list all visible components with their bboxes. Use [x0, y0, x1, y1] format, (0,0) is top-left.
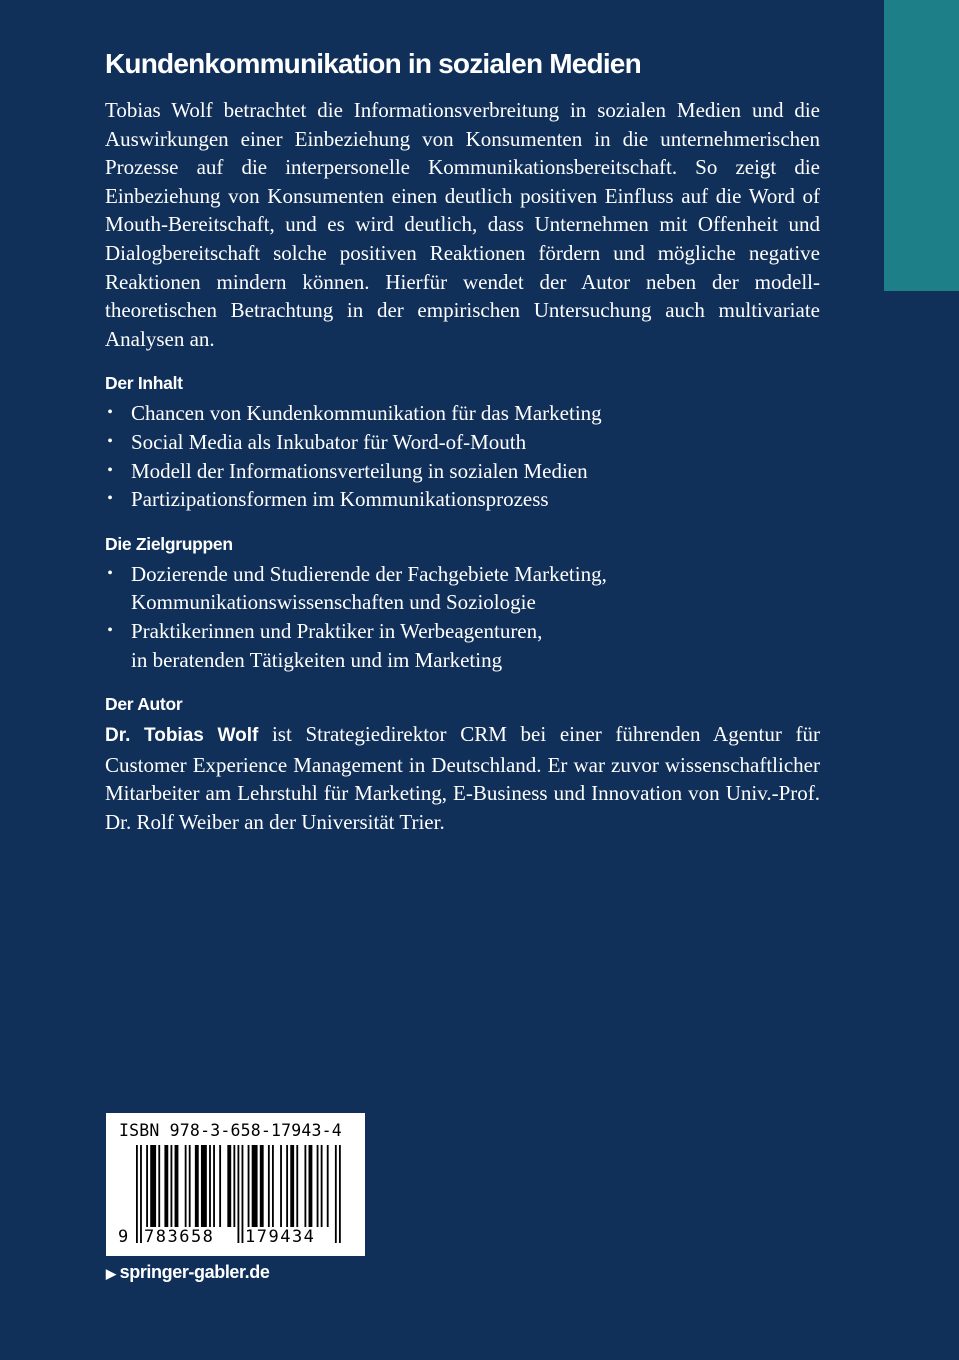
publisher-link[interactable]: ▶ springer-gabler.de: [106, 1262, 270, 1282]
section-heading-inhalt: Der Inhalt: [105, 373, 183, 394]
bullet-icon: •: [107, 461, 113, 479]
list-item: • Partizipationsformen im Kommunikationsprozess: [105, 485, 820, 514]
barcode-bar: [321, 1145, 323, 1227]
list-item: • Praktikerinnen und Praktiker in Werbeagenturen, in beratenden Tätigkeiten und im Marketing: [105, 617, 820, 674]
author-paragraph: [105, 720, 820, 836]
barcode-bar: [195, 1145, 199, 1227]
barcode-bar: [237, 1145, 239, 1243]
list-item: • Chancen von Kundenkommunikation für das Marketing: [105, 399, 820, 428]
barcode-bar: [296, 1145, 298, 1227]
book-title: Kundenkommunikation in sozialen Medien: [105, 48, 641, 79]
zielgruppen-list: [105, 560, 820, 674]
barcode-bar: [146, 1145, 148, 1227]
barcode-bar: [327, 1145, 329, 1227]
author-name: Dr. Tobias Wolf: [105, 725, 259, 747]
list-item: • Dozierende und Studierende der Fachgebiete Marketing, Kommunikationswissenschaften und Soziologie: [105, 560, 820, 617]
barcode-bar: [227, 1145, 231, 1227]
barcode-bar: [290, 1145, 294, 1227]
barcode-bar: [260, 1145, 264, 1227]
barcode-bar: [164, 1145, 168, 1227]
barcode-bar: [136, 1145, 138, 1243]
back-cover-content: [105, 40, 820, 836]
barcode-digits-right: 179434: [245, 1227, 316, 1247]
barcode-bar: [185, 1145, 187, 1227]
barcode-bar: [286, 1145, 288, 1227]
list-item: • Modell der Informationsverteilung in sozialen Medien: [105, 457, 820, 486]
barcode-bar: [209, 1145, 211, 1227]
barcode-bar: [175, 1145, 179, 1227]
bullet-icon: •: [107, 621, 113, 639]
barcode-bar: [317, 1145, 319, 1227]
author-bio: ist Strategiedirektor CRM bei einer führenden Agentur für Customer Experience Management in Deutschland. Er war zuvor wissenschaftlicher Mitarbeiter am Lehrstuhl für Marketing, E-Business und Innovation von Univ.-Prof. Dr. Rolf Weiber an der Universität Trier.: [105, 722, 820, 834]
list-item: • Social Media als Inkubator für Word-of-Mouth: [105, 428, 820, 457]
barcode-bar: [335, 1145, 337, 1243]
barcode-bar: [268, 1145, 270, 1227]
barcode-bar: [150, 1145, 156, 1227]
bullet-icon: •: [107, 432, 113, 450]
barcode-bar: [158, 1145, 160, 1227]
barcode-digit-first: 9: [118, 1227, 129, 1247]
section-heading-zielgruppen: Die Zielgruppen: [105, 533, 233, 554]
barcode-bar: [304, 1145, 306, 1227]
barcode-bar: [213, 1145, 215, 1227]
barcode-digits-left: 783658: [144, 1227, 215, 1247]
barcode-bar: [189, 1145, 191, 1227]
intro-paragraph: Tobias Wolf betrachtet die Informationsverbreitung in sozialen Medien und die Auswirkungen einer Einbeziehung von Konsumenten in die unternehmerischen Prozesse auf die interpersonelle Kommunikationsbereitschaft. So zeigt die Einbeziehung von Konsumenten einen deutlich positiven Einfluss auf die Word of Mouth-Bereitschaft, und es wird deutlich, dass Unternehmen mit Offenheit und Dialogbereitschaft solche positiven Reaktionen fördern und mögliche negative Reaktionen mindern können. Hierfür wendet der Autor neben der modell-theoretischen Betrachtung in der empirischen Untersuchung auch multivariate Analysen an.: [105, 98, 820, 351]
bullet-icon: •: [107, 490, 113, 508]
barcode-bar: [339, 1145, 341, 1243]
accent-tab: [884, 0, 959, 291]
barcode-bar: [309, 1145, 313, 1227]
barcode-bar: [140, 1145, 142, 1243]
bullet-icon: •: [107, 564, 113, 582]
barcode-bar: [171, 1145, 173, 1227]
isbn-barcode: [106, 1113, 365, 1256]
barcode-bar: [233, 1145, 235, 1227]
barcode-bar: [272, 1145, 274, 1227]
bullet-icon: •: [107, 404, 113, 422]
barcode-bar: [280, 1145, 282, 1227]
barcode-bar: [201, 1145, 207, 1227]
barcode-bar: [219, 1145, 221, 1227]
play-arrow-icon: ▶: [106, 1266, 116, 1281]
section-heading-autor: Der Autor: [105, 694, 183, 715]
barcode-bar: [252, 1145, 258, 1227]
isbn-label: ISBN 978-3-658-17943-4: [119, 1121, 342, 1140]
barcode-bar: [242, 1145, 244, 1243]
barcode-bar: [248, 1145, 250, 1227]
inhalt-list: [105, 399, 820, 513]
